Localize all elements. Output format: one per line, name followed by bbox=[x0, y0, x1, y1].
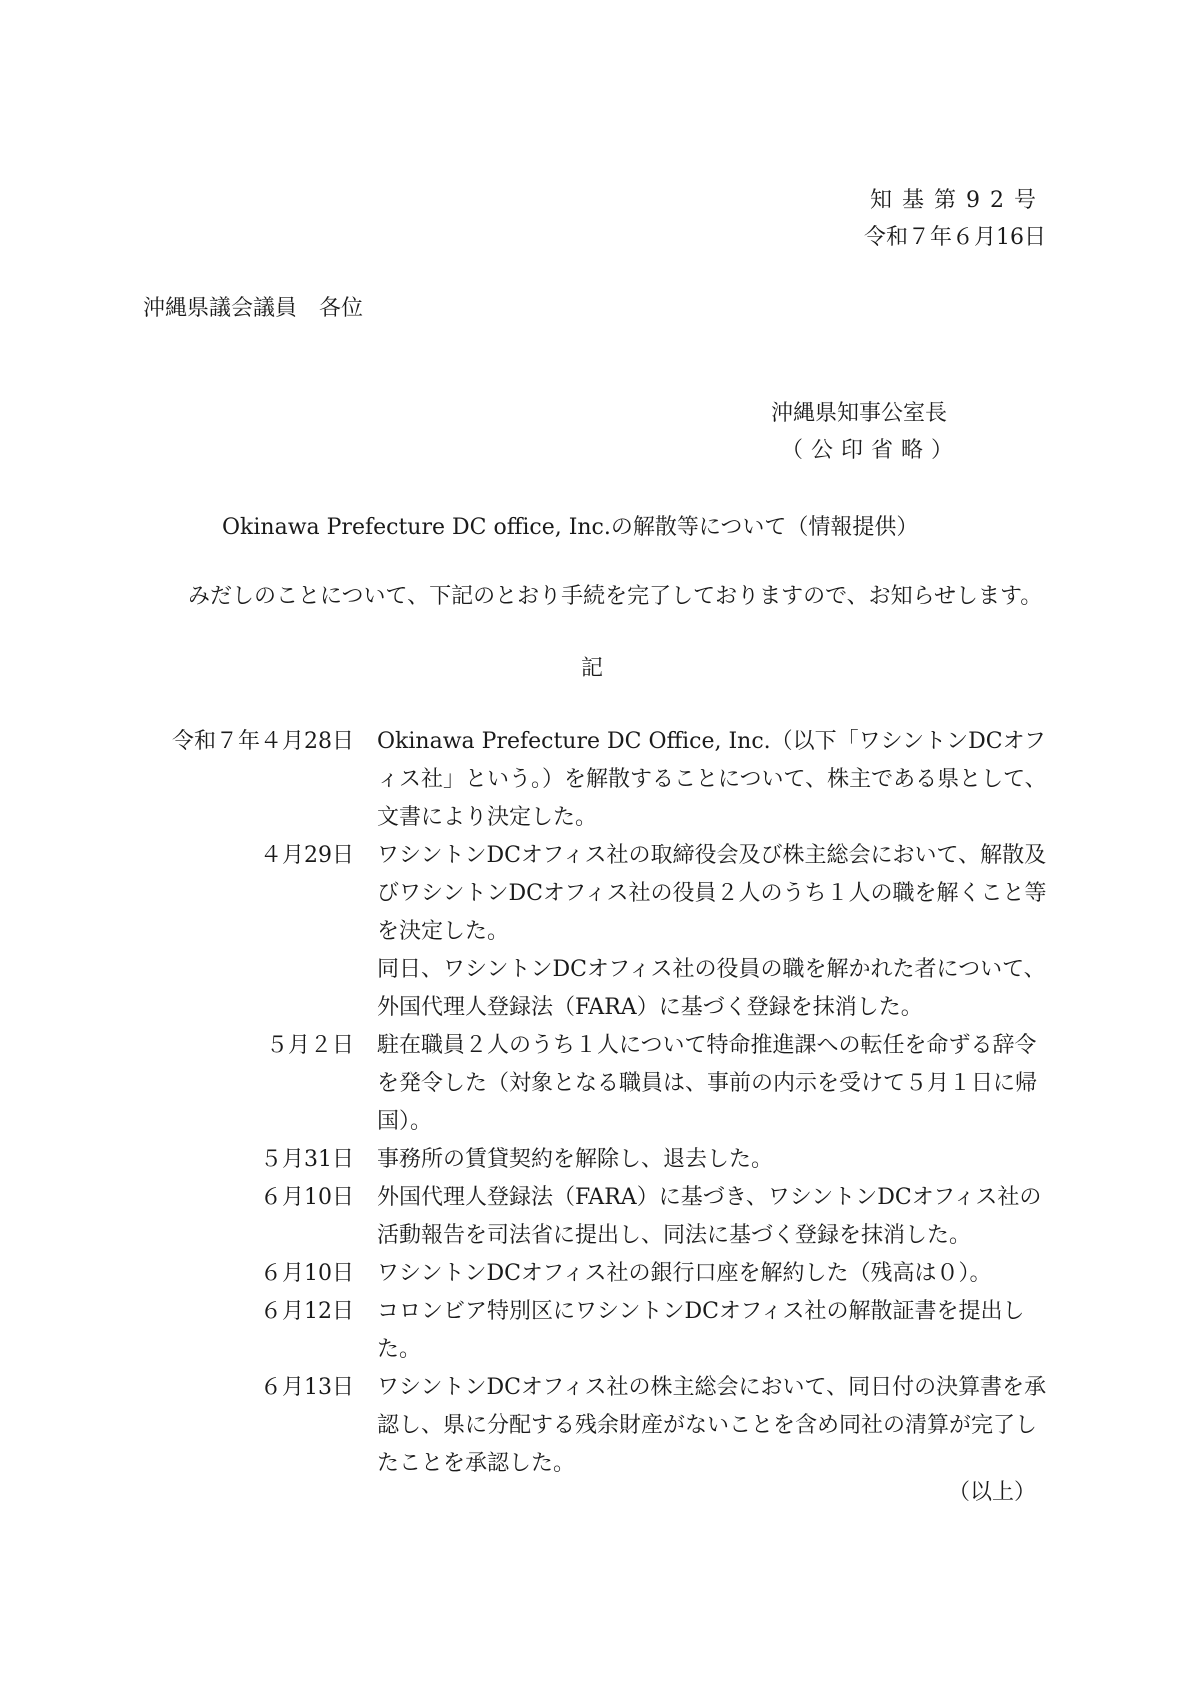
sender-name: 沖縄県知事公室長 bbox=[771, 401, 948, 426]
record-item bbox=[162, 723, 1052, 837]
record-item bbox=[162, 1255, 1052, 1293]
record-paragraph: ワシントンDCオフィス社の株主総会において、同日付の決算書を承認し、県に分配する残余財産がないことを含め同社の清算が完了したことを承認した。 bbox=[377, 1375, 1047, 1476]
record-date: ６月10日 bbox=[260, 1185, 354, 1210]
record-text bbox=[377, 1179, 1047, 1255]
record-text bbox=[377, 837, 1047, 1027]
record-item bbox=[162, 837, 1052, 1027]
intro-paragraph: みだしのことについて、下記のとおり手続を完了しておりますので、お知らせします。 bbox=[188, 584, 1043, 609]
record-paragraph: Okinawa Prefecture DC Office, Inc.（以下「ワシントンDCオフィス社」という。）を解散することについて、株主である県として、文書により決定した。 bbox=[377, 729, 1047, 830]
record-item bbox=[162, 1179, 1052, 1255]
record-paragraph: 外国代理人登録法（FARA）に基づき、ワシントンDCオフィス社の活動報告を司法省に提出し、同法に基づく登録を抹消した。 bbox=[377, 1185, 1042, 1248]
record-date: ４月29日 bbox=[260, 843, 354, 868]
record-text bbox=[377, 1255, 1047, 1293]
record-item bbox=[162, 1293, 1052, 1369]
record-paragraph: 駐在職員２人のうち１人について特命推進課への転任を命ずる辞令を発令した（対象となる職員は、事前の内示を受けて５月１日に帰国）。 bbox=[377, 1033, 1038, 1134]
record-paragraph: コロンビア特別区にワシントンDCオフィス社の解散証書を提出した。 bbox=[377, 1299, 1025, 1362]
record-text bbox=[377, 1293, 1047, 1369]
document-date: 令和７年６月16日 bbox=[864, 225, 1046, 250]
record-item bbox=[162, 1027, 1052, 1141]
record-date: 令和７年４月28日 bbox=[172, 729, 354, 754]
addressee: 沖縄県議会議員 各位 bbox=[143, 296, 364, 321]
record-paragraph: ワシントンDCオフィス社の取締役会及び株主総会において、解散及びワシントンDCオフィス社の役員２人のうち１人の職を解くこと等を決定した。 bbox=[377, 843, 1047, 944]
record-paragraph: 事務所の賃貸契約を解除し、退去した。 bbox=[377, 1147, 774, 1172]
record-date: ６月13日 bbox=[260, 1375, 354, 1400]
record-item bbox=[162, 1369, 1052, 1483]
closing-mark: （以上） bbox=[947, 1480, 1036, 1505]
record-list bbox=[162, 723, 1052, 1483]
record-paragraph: ワシントンDCオフィス社の銀行口座を解約した（残高は０）。 bbox=[377, 1261, 992, 1286]
record-text bbox=[377, 1369, 1047, 1483]
ki-heading: 記 bbox=[581, 656, 604, 681]
record-date: ５月31日 bbox=[260, 1147, 354, 1172]
seal-note: （公印省略） bbox=[781, 438, 962, 463]
record-text bbox=[377, 1027, 1047, 1141]
record-date: ６月12日 bbox=[260, 1299, 354, 1324]
record-text bbox=[377, 1141, 1047, 1179]
record-date: ６月10日 bbox=[260, 1261, 354, 1286]
record-date: ５月２日 bbox=[265, 1033, 354, 1058]
record-paragraph: 同日、ワシントンDCオフィス社の役員の職を解かれた者について、外国代理人登録法（FARA）に基づく登録を抹消した。 bbox=[377, 957, 1046, 1020]
record-text bbox=[377, 723, 1047, 837]
document-number: 知基第92号 bbox=[870, 188, 1046, 213]
record-item bbox=[162, 1141, 1052, 1179]
document-title: Okinawa Prefecture DC office, Inc.の解散等について（情報提供） bbox=[222, 515, 919, 540]
